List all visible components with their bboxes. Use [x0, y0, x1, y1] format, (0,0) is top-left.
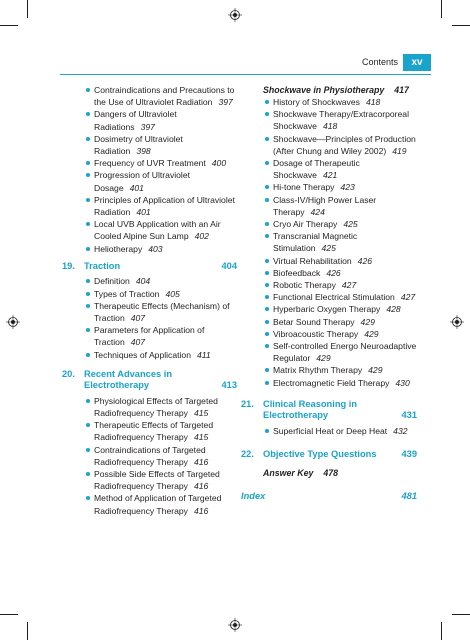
toc-entry[interactable]	[84, 349, 237, 361]
toc-entry[interactable]	[263, 328, 417, 340]
entry-page: 419	[392, 145, 407, 156]
entry-page: 411	[197, 349, 211, 360]
entry-title: Biofeedback	[273, 267, 321, 278]
entry-title: Superficial Heat or Deep Heat	[273, 425, 388, 436]
crop-mark	[27, 0, 28, 18]
answer-key-entry[interactable]	[263, 467, 417, 479]
toc-entry[interactable]	[84, 194, 237, 218]
entry-page: 425	[343, 219, 358, 230]
chapter-number: 20.	[62, 368, 75, 379]
answer-key-page: 478	[323, 467, 339, 478]
entry-page: 407	[130, 337, 146, 348]
registration-mark-icon	[228, 8, 242, 22]
toc-item-list	[263, 425, 417, 437]
entry-page: 401	[136, 207, 151, 218]
toc-entry[interactable]	[84, 444, 237, 468]
page-number-box: xv	[403, 54, 431, 71]
index-entry[interactable]	[241, 491, 417, 503]
toc-entry[interactable]	[263, 340, 417, 364]
chapter-page: 413	[221, 380, 237, 391]
registration-mark-icon	[228, 618, 242, 632]
entry-title: Types of Traction	[94, 288, 160, 299]
toc-left-column	[62, 84, 237, 517]
toc-item-list	[84, 395, 237, 517]
entry-title: Class-IV/High Power Laser Therapy	[273, 194, 377, 217]
chapter-heading[interactable]	[62, 261, 237, 273]
toc-entry[interactable]	[263, 425, 417, 437]
chapter-heading[interactable]	[241, 399, 417, 422]
crop-mark	[0, 614, 18, 615]
entry-title: Functional Electrical Stimulation	[273, 292, 395, 303]
toc-entry[interactable]	[263, 157, 417, 181]
chapter-page: 431	[401, 410, 417, 421]
toc-entry[interactable]	[84, 468, 237, 492]
toc-entry[interactable]	[263, 96, 417, 108]
entry-page: 415	[193, 407, 209, 418]
entry-page: 403	[148, 243, 163, 254]
entry-title: Therapeutic Effects of Targeted Radiofrequency Therapy	[94, 420, 214, 443]
registration-mark-icon	[6, 315, 20, 329]
chapter-page: 404	[221, 260, 237, 271]
toc-entry[interactable]	[263, 181, 417, 193]
toc-entry[interactable]	[263, 108, 417, 132]
toc-entry[interactable]	[263, 377, 417, 389]
entry-page: 416	[193, 505, 209, 516]
entry-title: Physiological Effects of Targeted Radiofrequency Therapy	[94, 395, 218, 418]
crop-mark	[0, 25, 18, 26]
entry-page: 418	[365, 97, 381, 107]
entry-page: 401	[129, 182, 144, 193]
entry-page: 427	[400, 292, 416, 303]
entry-title: Frequency of UVR Treatment	[94, 158, 206, 169]
chapter-title: Clinical Reasoning in Electrotherapy	[263, 398, 358, 421]
entry-title: Dosage of Therapeutic Shockwave	[273, 158, 360, 181]
toc-entry[interactable]	[84, 218, 237, 242]
chapter-title: Objective Type Questions	[263, 449, 377, 460]
toc-entry[interactable]	[84, 288, 237, 300]
toc-entry[interactable]	[263, 218, 417, 230]
toc-entry[interactable]	[263, 267, 417, 279]
crop-mark	[452, 25, 470, 26]
entry-page: 416	[193, 456, 209, 467]
entry-title: Vibroacoustic Therapy	[273, 328, 359, 339]
toc-entry[interactable]	[263, 230, 417, 254]
entry-page: 397	[218, 97, 233, 108]
chapter-number: 21.	[241, 398, 254, 409]
toc-item-list	[84, 84, 237, 255]
entry-page: 429	[364, 328, 379, 339]
entry-page: 429	[368, 365, 383, 376]
entry-page: 432	[393, 425, 408, 436]
toc-item-list	[84, 275, 237, 360]
entry-page: 426	[357, 255, 373, 266]
entry-page: 427	[341, 280, 357, 291]
entry-page: 404	[135, 276, 151, 287]
entry-page: 424	[310, 206, 325, 217]
entry-page: 429	[360, 316, 375, 327]
toc-entry[interactable]	[263, 194, 417, 218]
entry-title: Method of Application of Targeted Radiofrequency Therapy	[94, 493, 222, 516]
entry-title: Hyperbaric Oxygen Therapy	[273, 304, 381, 315]
toc-entry[interactable]	[84, 300, 237, 324]
toc-entry[interactable]	[84, 84, 237, 108]
entry-title: Shockwave—Principles of Production (After Chung and Wiley 2002)	[273, 133, 416, 156]
entry-page: 421	[322, 170, 338, 181]
toc-entry[interactable]	[263, 316, 417, 328]
index-label: Index	[241, 490, 266, 501]
entry-title: Progression of Ultraviolet Dosage	[94, 170, 191, 193]
entry-title: Shockwave Therapy/Extracorporeal Shockwave	[273, 109, 409, 132]
toc-entry[interactable]	[84, 108, 237, 132]
entry-title: Definition	[94, 276, 130, 287]
entry-title: Therapeutic Effects (Mechanism) of Traction	[94, 300, 230, 323]
entry-page: 415	[193, 432, 209, 443]
entry-title: Local UVB Application with an Air Cooled Alpine Sun Lamp	[94, 219, 221, 242]
entry-title: Dangers of Ultraviolet Radiations	[94, 109, 177, 132]
entry-title: Hi-tone Therapy	[273, 182, 335, 193]
entry-title: Contraindications and Precautions to the Use of Ultraviolet Radiation	[94, 85, 235, 108]
toc-entry[interactable]	[84, 324, 237, 348]
entry-page: 425	[321, 243, 336, 254]
chapter-title: Traction	[84, 260, 121, 271]
crop-mark	[441, 622, 442, 640]
entry-title: Electromagnetic Field Therapy	[273, 377, 390, 388]
entry-title: Principles of Application of Ultraviolet Radiation	[94, 194, 235, 218]
index-page: 481	[401, 490, 417, 501]
toc-entry[interactable]	[263, 279, 417, 291]
entry-title: Matrix Rhythm Therapy	[273, 365, 363, 376]
chapter-number: 19.	[62, 260, 75, 271]
chapter-number: 22.	[241, 449, 254, 460]
toc-right-column	[241, 84, 417, 502]
running-header-title: Contents	[361, 57, 398, 67]
chapter-title: Recent Advances in Electrotherapy	[84, 368, 173, 391]
entry-page: 430	[395, 377, 410, 388]
toc-entry[interactable]	[263, 364, 417, 376]
answer-key-label: Answer Key	[263, 467, 314, 478]
toc-entry[interactable]	[84, 169, 237, 193]
subheading-title: Shockwave in Physiotherapy	[263, 85, 385, 95]
crop-mark	[452, 614, 470, 615]
entry-title: Self-controlled Energo Neuroadaptive Regulator	[273, 341, 417, 364]
entry-title: Cryo Air Therapy	[273, 219, 338, 230]
toc-entry[interactable]	[84, 275, 237, 287]
chapter-heading[interactable]	[241, 449, 417, 461]
header-rule	[60, 74, 431, 75]
toc-entry[interactable]	[84, 395, 237, 419]
entry-title: Betar Sound Therapy	[273, 316, 355, 327]
entry-title: Virtual Rehabilitation	[273, 255, 352, 266]
entry-page: 416	[193, 481, 209, 492]
entry-page: 402	[194, 231, 209, 242]
toc-entry[interactable]	[263, 133, 417, 157]
entry-page: 398	[136, 146, 151, 157]
entry-page: 418	[322, 121, 338, 132]
entry-title: Contraindications of Targeted Radiofrequency Therapy	[94, 444, 206, 467]
entry-page: 423	[340, 182, 355, 193]
toc-entry[interactable]	[84, 243, 237, 255]
entry-title: Transcranial Magnetic Stimulation	[273, 231, 358, 254]
entry-title: Heliotherapy	[94, 243, 143, 254]
toc-entry[interactable]	[263, 303, 417, 315]
entry-page: 400	[211, 158, 227, 169]
toc-entry[interactable]	[84, 492, 237, 516]
entry-page: 426	[326, 267, 341, 278]
entry-title: History of Shockwaves	[273, 97, 360, 107]
toc-entry[interactable]	[84, 419, 237, 443]
toc-item-list	[263, 96, 417, 389]
entry-page: 397	[140, 121, 155, 132]
entry-page: 428	[386, 304, 401, 315]
toc-entry[interactable]	[84, 157, 237, 169]
entry-title: Possible Side Effects of Targeted Radiofrequency Therapy	[94, 468, 220, 492]
entry-title: Robotic Therapy	[273, 280, 336, 291]
crop-mark	[441, 0, 442, 18]
toc-entry[interactable]	[84, 133, 237, 157]
entry-title: Techniques of Application	[94, 349, 191, 360]
entry-title: Dosimetry of Ultraviolet Radiation	[94, 133, 183, 157]
entry-page: 429	[316, 353, 331, 364]
entry-page: 405	[165, 288, 180, 299]
toc-entry[interactable]	[263, 255, 417, 267]
entry-page: 407	[130, 312, 146, 323]
crop-mark	[27, 622, 28, 640]
chapter-page: 439	[401, 449, 417, 460]
toc-entry[interactable]	[263, 291, 417, 303]
subheading-page: 417	[394, 85, 409, 95]
registration-mark-icon	[450, 315, 464, 329]
entry-title: Parameters for Application of Traction	[94, 325, 205, 348]
section-subheading[interactable]	[263, 84, 417, 96]
chapter-heading[interactable]	[62, 369, 237, 392]
